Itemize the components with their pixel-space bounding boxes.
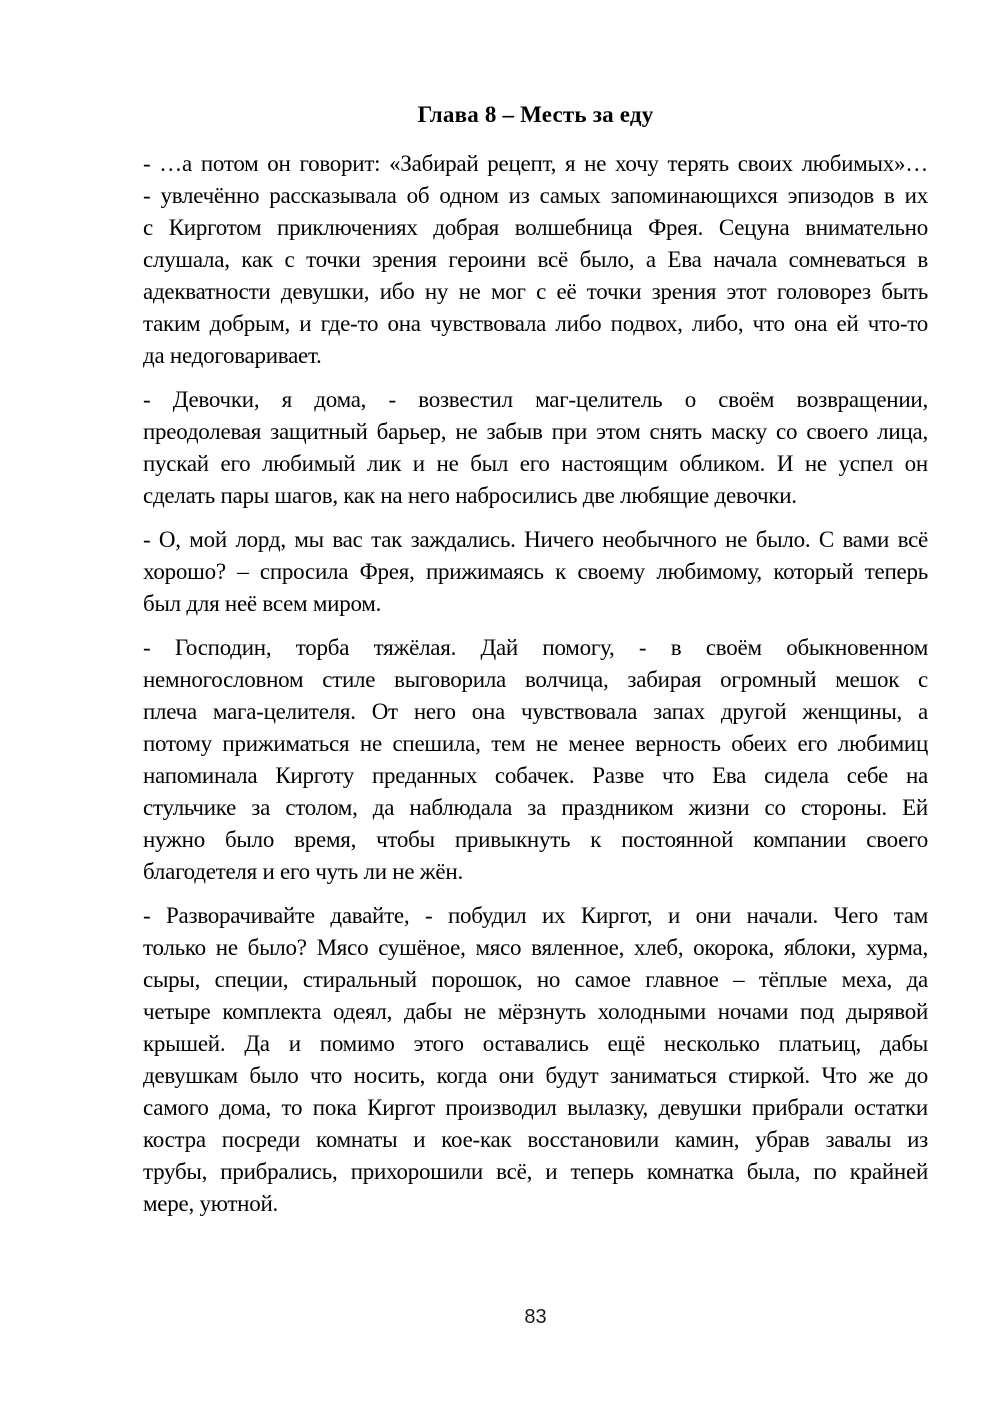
text-line: четыре комплекта одеял, дабы не мёрзнуть холодными ночами под дырявой (143, 999, 928, 1024)
text-line: плеча мага-целителя. От него она чувствовала запах другой женщины, а (143, 699, 928, 724)
paragraph (143, 148, 928, 372)
text-line: - Разворачивайте давайте, - побудил их Киргот, и они начали. Чего там (143, 903, 928, 928)
text-line: был для неё всем миром. (143, 591, 382, 616)
text-line: самого дома, то пока Киргот производил вылазку, девушки прибрали остатки (143, 1095, 928, 1120)
text-line: девушкам было что носить, когда они будут заниматься стиркой. Что же до (143, 1063, 928, 1088)
paragraph (143, 632, 928, 888)
text-line: хорошо? – спросила Фрея, прижимаясь к своему любимому, который теперь (143, 559, 928, 584)
text-line: преодолевая защитный барьер, не забыв при этом снять маску со своего лица, (143, 419, 928, 444)
text-line: сыры, специи, стиральный порошок, но самое главное – тёплые меха, да (143, 967, 928, 992)
paragraph (143, 900, 928, 1220)
text-line: - О, мой лорд, мы вас так заждались. Ничего необычного не было. С вами всё (143, 527, 928, 552)
text-line: - …а потом он говорит: «Забирай рецепт, я не хочу терять своих любимых»… (143, 151, 928, 176)
page-number: 83 (524, 1306, 547, 1328)
text-column (143, 99, 928, 1220)
body-text (143, 148, 928, 1220)
text-line: нужно было время, чтобы привыкнуть к постоянной компании своего (143, 827, 928, 852)
text-line: благодетеля и его чуть ли не жён. (143, 859, 463, 884)
text-line: только не было? Мясо сушёное, мясо вяленное, хлеб, окорока, яблоки, хурма, (143, 935, 928, 960)
text-line: - Господин, торба тяжёлая. Дай помогу, - в своём обыкновенном (143, 635, 928, 660)
text-line: - Девочки, я дома, - возвестил маг-целитель о своём возвращении, (143, 387, 928, 412)
chapter-title: Глава 8 – Месть за еду (417, 102, 654, 127)
text-line: потому прижиматься не спешила, тем не менее верность обеих его любимиц (143, 731, 928, 756)
text-line: с Кирготом приключениях добрая волшебница Фрея. Сецуна внимательно (143, 215, 928, 240)
text-line: крышей. Да и помимо этого оставались ещё несколько платьиц, дабы (143, 1031, 928, 1056)
text-line: да недоговаривает. (143, 343, 322, 368)
text-line: пускай его любимый лик и не был его настоящим обликом. И не успел он (143, 451, 928, 476)
text-line: немногословном стиле выговорила волчица, забирая огромный мешок с (143, 667, 928, 692)
text-line: стульчике за столом, да наблюдала за праздником жизни со стороны. Ей (143, 795, 928, 820)
text-line: мере, уютной. (143, 1191, 279, 1216)
text-line: таким добрым, и где-то она чувствовала либо подвох, либо, что она ей что-то (143, 311, 928, 336)
text-line: - увлечённо рассказывала об одном из самых запоминающихся эпизодов в их (143, 183, 928, 208)
text-line: сделать пары шагов, как на него набросились две любящие девочки. (143, 483, 797, 508)
paragraph (143, 524, 928, 620)
text-line: костра посреди комнаты и кое-как восстановили камин, убрав завалы из (143, 1127, 928, 1152)
paragraph (143, 384, 928, 512)
text-line: слушала, как с точки зрения героини всё было, а Ева начала сомневаться в (143, 247, 928, 272)
text-line: адекватности девушки, ибо ну не мог с её точки зрения этот головорез быть (143, 279, 928, 304)
text-line: трубы, прибрались, прихорошили всё, и теперь комнатка была, по крайней (143, 1159, 928, 1184)
text-line: напоминала Кирготу преданных собачек. Разве что Ева сидела себе на (143, 763, 928, 788)
